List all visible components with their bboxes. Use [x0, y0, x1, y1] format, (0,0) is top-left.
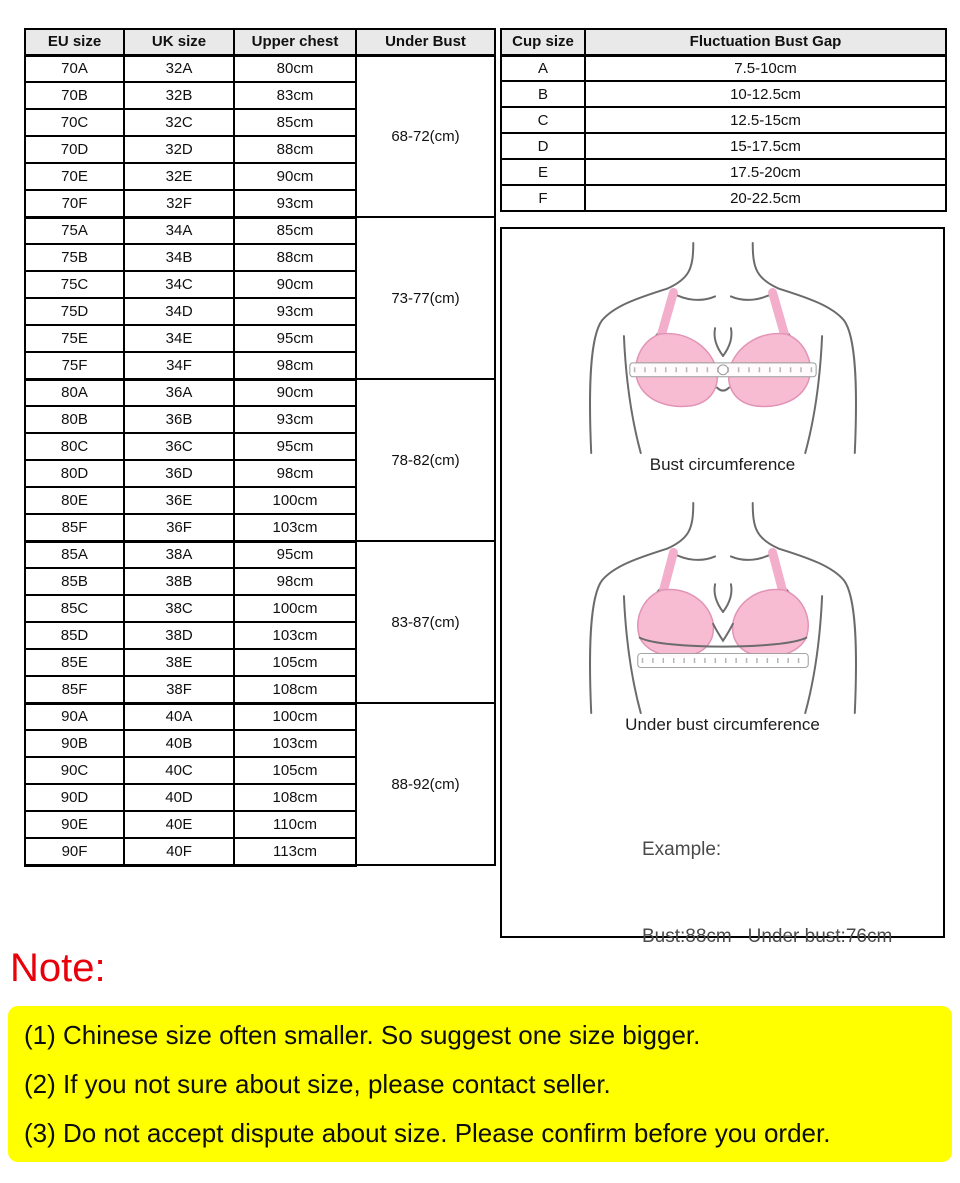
- size-cell: 40C: [124, 757, 234, 784]
- under-bust-cell: 78-82(cm): [356, 379, 495, 541]
- size-cell: 105cm: [234, 757, 356, 784]
- size-cell: 83cm: [234, 82, 356, 109]
- size-cell: 36D: [124, 460, 234, 487]
- cup-table-header-cell: Fluctuation Bust Gap: [585, 29, 946, 55]
- cup-table-row: [501, 55, 946, 81]
- size-cell: 90cm: [234, 379, 356, 406]
- size-table-header-row: [25, 29, 495, 55]
- size-cell: 70F: [25, 190, 124, 217]
- size-cell: 103cm: [234, 514, 356, 541]
- size-cell: 105cm: [234, 649, 356, 676]
- cup-cell: C: [501, 107, 585, 133]
- note-item: (1) Chinese size often smaller. So suggest one size bigger.: [24, 1019, 701, 1050]
- cup-cell: B: [501, 81, 585, 107]
- size-cell: 98cm: [234, 568, 356, 595]
- size-cell: 32C: [124, 109, 234, 136]
- size-cell: 88cm: [234, 136, 356, 163]
- size-cell: 100cm: [234, 703, 356, 730]
- size-table-header-cell: EU size: [25, 29, 124, 55]
- note-item: (2) If you not sure about size, please contact seller.: [24, 1068, 611, 1099]
- size-cell: 32A: [124, 55, 234, 82]
- cup-table-row: [501, 107, 946, 133]
- size-cell: 75E: [25, 325, 124, 352]
- size-cell: 85C: [25, 595, 124, 622]
- size-cell: 36B: [124, 406, 234, 433]
- cup-cell: F: [501, 185, 585, 211]
- size-table-row: [25, 217, 495, 244]
- size-cell: 95cm: [234, 541, 356, 568]
- size-cell: 90B: [25, 730, 124, 757]
- size-table-header-cell: UK size: [124, 29, 234, 55]
- size-cell: 32D: [124, 136, 234, 163]
- size-cell: 80E: [25, 487, 124, 514]
- size-cell: 36F: [124, 514, 234, 541]
- cup-table-header-row: [501, 29, 946, 55]
- under-bust-cell: 73-77(cm): [356, 217, 495, 379]
- size-cell: 40E: [124, 811, 234, 838]
- size-cell: 38E: [124, 649, 234, 676]
- bust-figure: [543, 237, 903, 475]
- size-cell: 80A: [25, 379, 124, 406]
- size-table-row: [25, 55, 495, 82]
- example-line: Bust:88cm Under bust:76cm: [642, 926, 893, 947]
- size-cell: 34A: [124, 217, 234, 244]
- size-table-row: [25, 703, 495, 730]
- size-cell: 100cm: [234, 595, 356, 622]
- size-cell: 70E: [25, 163, 124, 190]
- underbust-figure-caption: Under bust circumference: [625, 715, 820, 734]
- size-cell: 85cm: [234, 217, 356, 244]
- example-line: Example:: [642, 839, 722, 860]
- size-cell: 90F: [25, 838, 124, 865]
- note-item: (3) Do not accept dispute about size. Please confirm before you order.: [24, 1118, 831, 1149]
- bust-figure-caption: Bust circumference: [649, 455, 796, 474]
- size-cell: 95cm: [234, 325, 356, 352]
- size-cell: 103cm: [234, 730, 356, 757]
- cup-cell: 12.5-15cm: [585, 107, 946, 133]
- note-box: [8, 1006, 952, 1162]
- size-cell: 40B: [124, 730, 234, 757]
- size-cell: 90cm: [234, 271, 356, 298]
- size-cell: 93cm: [234, 406, 356, 433]
- size-cell: 75A: [25, 217, 124, 244]
- size-cell: 40A: [124, 703, 234, 730]
- cup-cell: 7.5-10cm: [585, 55, 946, 81]
- size-cell: 75B: [25, 244, 124, 271]
- size-cell: 108cm: [234, 784, 356, 811]
- size-cell: 34D: [124, 298, 234, 325]
- under-bust-cell: 83-87(cm): [356, 541, 495, 703]
- underbust-figure: [543, 497, 903, 735]
- size-cell: 90E: [25, 811, 124, 838]
- size-cell: 85cm: [234, 109, 356, 136]
- cup-table-row: [501, 133, 946, 159]
- size-cell: 103cm: [234, 622, 356, 649]
- size-cell: 113cm: [234, 838, 356, 865]
- size-cell: 90cm: [234, 163, 356, 190]
- cup-cell: 17.5-20cm: [585, 159, 946, 185]
- size-table-header-cell: Upper chest: [234, 29, 356, 55]
- bust-measurement-illustration: [543, 237, 903, 455]
- size-cell: 38F: [124, 676, 234, 703]
- size-cell: 70D: [25, 136, 124, 163]
- size-cell: 85E: [25, 649, 124, 676]
- size-cell: 70C: [25, 109, 124, 136]
- size-cell: 36A: [124, 379, 234, 406]
- size-cell: 75F: [25, 352, 124, 379]
- cup-cell: E: [501, 159, 585, 185]
- size-table-row: [25, 541, 495, 568]
- cup-cell: 20-22.5cm: [585, 185, 946, 211]
- cup-table-header-cell: Cup size: [501, 29, 585, 55]
- under-bust-cell: 68-72(cm): [356, 55, 495, 217]
- size-cell: 34F: [124, 352, 234, 379]
- size-cell: 75C: [25, 271, 124, 298]
- cup-table-row: [501, 159, 946, 185]
- size-cell: 90C: [25, 757, 124, 784]
- size-cell: 90D: [25, 784, 124, 811]
- size-cell: 32E: [124, 163, 234, 190]
- size-cell: 98cm: [234, 460, 356, 487]
- eu-uk-size-table: [24, 28, 496, 867]
- size-cell: 75D: [25, 298, 124, 325]
- size-cell: 38C: [124, 595, 234, 622]
- cup-size-table: [500, 28, 947, 212]
- cup-table-row: [501, 185, 946, 211]
- cup-cell: 15-17.5cm: [585, 133, 946, 159]
- note-title: Note:: [10, 946, 106, 990]
- size-cell: 80D: [25, 460, 124, 487]
- size-cell: 108cm: [234, 676, 356, 703]
- size-cell: 32F: [124, 190, 234, 217]
- size-cell: 34E: [124, 325, 234, 352]
- cup-cell: 10-12.5cm: [585, 81, 946, 107]
- size-cell: 38A: [124, 541, 234, 568]
- size-cell: 38D: [124, 622, 234, 649]
- size-cell: 95cm: [234, 433, 356, 460]
- size-cell: 110cm: [234, 811, 356, 838]
- size-cell: 36E: [124, 487, 234, 514]
- cup-table-row: [501, 81, 946, 107]
- size-cell: 34C: [124, 271, 234, 298]
- size-cell: 85F: [25, 676, 124, 703]
- size-cell: 88cm: [234, 244, 356, 271]
- size-cell: 34B: [124, 244, 234, 271]
- size-cell: 85A: [25, 541, 124, 568]
- size-cell: 40D: [124, 784, 234, 811]
- cup-cell: A: [501, 55, 585, 81]
- size-cell: 85B: [25, 568, 124, 595]
- size-cell: 90A: [25, 703, 124, 730]
- size-cell: 100cm: [234, 487, 356, 514]
- size-cell: 85D: [25, 622, 124, 649]
- size-cell: 93cm: [234, 298, 356, 325]
- size-cell: 70A: [25, 55, 124, 82]
- size-cell: 98cm: [234, 352, 356, 379]
- measurement-info-box: [500, 227, 945, 947]
- size-cell: 36C: [124, 433, 234, 460]
- size-table-row: [25, 379, 495, 406]
- cup-cell: D: [501, 133, 585, 159]
- size-cell: 38B: [124, 568, 234, 595]
- size-cell: 80cm: [234, 55, 356, 82]
- size-cell: 93cm: [234, 190, 356, 217]
- size-cell: 40F: [124, 838, 234, 865]
- right-column: [500, 28, 945, 947]
- size-cell: 70B: [25, 82, 124, 109]
- under-bust-cell: 88-92(cm): [356, 703, 495, 865]
- size-cell: 80B: [25, 406, 124, 433]
- size-cell: 85F: [25, 514, 124, 541]
- size-cell: 32B: [124, 82, 234, 109]
- underbust-measurement-illustration: [543, 497, 903, 715]
- size-cell: 80C: [25, 433, 124, 460]
- size-table-header-cell: Under Bust: [356, 29, 495, 55]
